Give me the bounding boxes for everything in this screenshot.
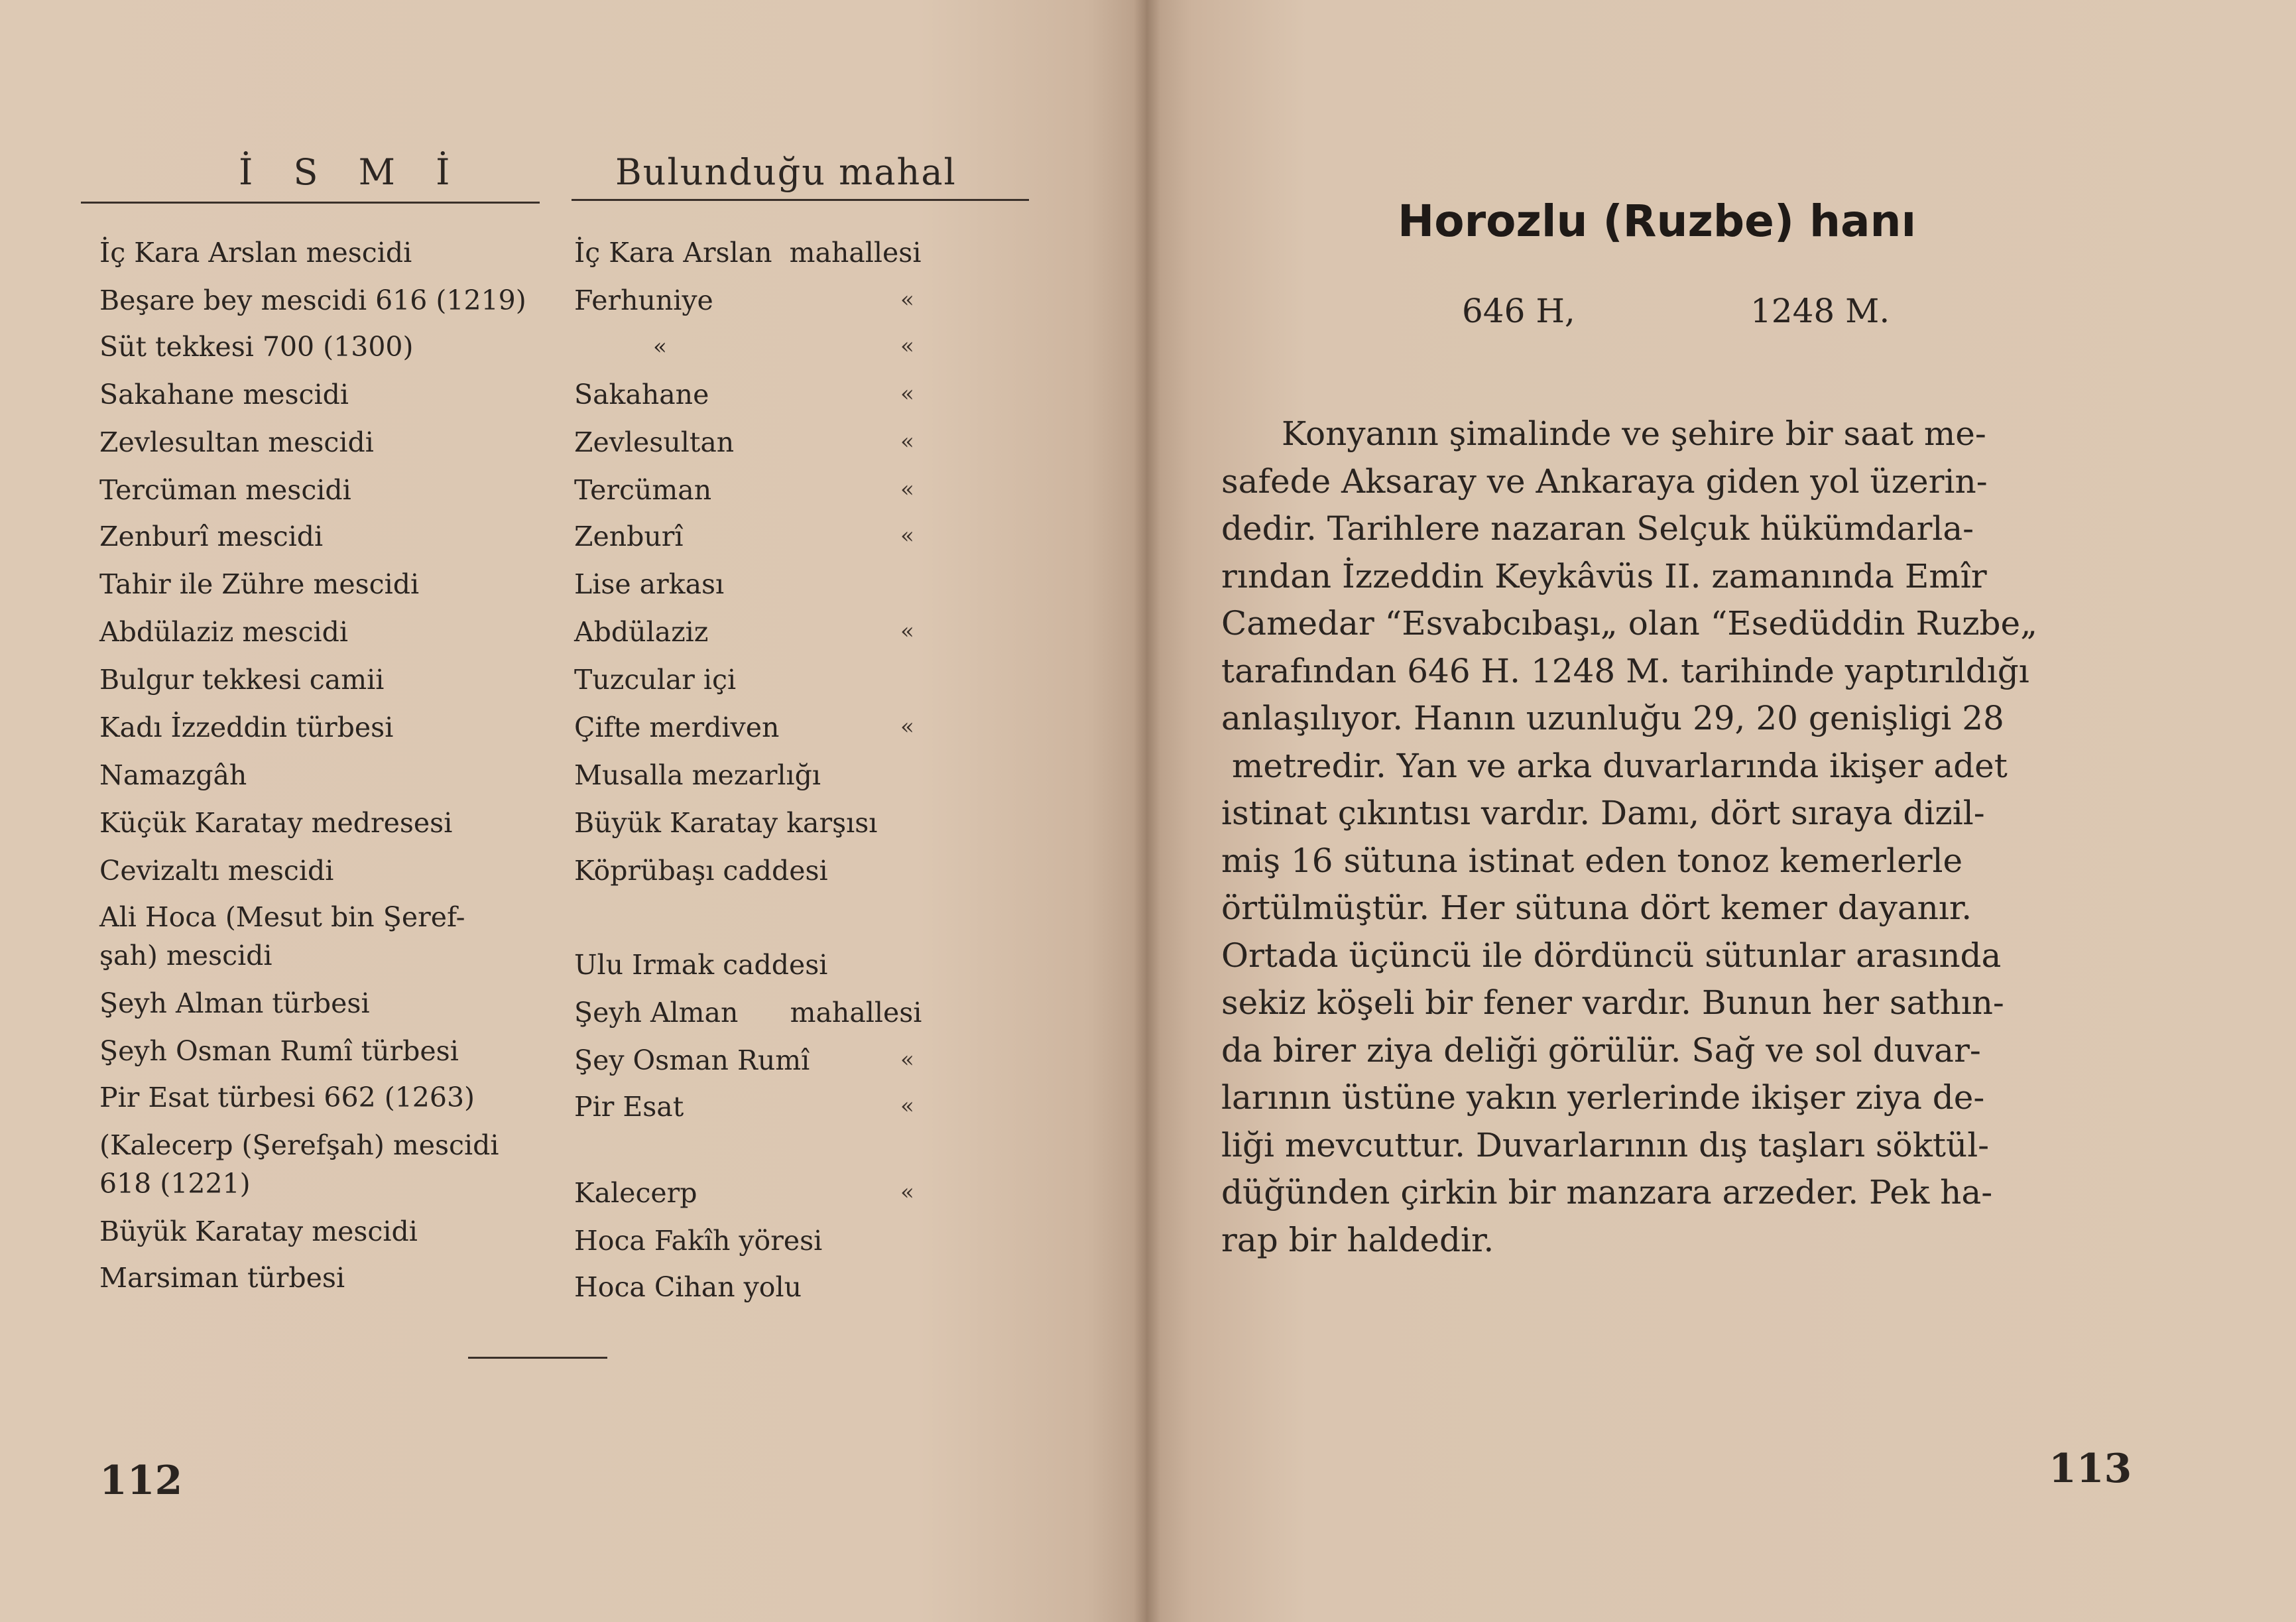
header-rule-left bbox=[81, 202, 540, 204]
table-row-place: Kalecerp bbox=[574, 1177, 697, 1209]
body-line: metredir. Yan ve arka duvarlarında ikişer adet bbox=[1232, 746, 2008, 785]
table-row-name: (Kalecerp (Şerefşah) mescidi bbox=[99, 1129, 499, 1161]
ditto-mark: « bbox=[900, 333, 914, 359]
body-line: Ortada üçüncü ile dördüncü sütunlar arasında bbox=[1221, 936, 2002, 975]
table-row-name: 618 (1221) bbox=[99, 1168, 251, 1200]
table-row-place: Şey Osman Rumî bbox=[574, 1044, 810, 1076]
table-row-place: « bbox=[653, 334, 667, 360]
ditto-mark: « bbox=[900, 286, 914, 313]
table-row-place: Çifte merdiven bbox=[574, 712, 780, 743]
ditto-mark: « bbox=[900, 1046, 914, 1073]
table-row-name: Zevlesultan mescidi bbox=[99, 426, 374, 458]
ditto-mark: « bbox=[900, 381, 914, 407]
table-row-place: Musalla mezarlığı bbox=[574, 759, 821, 791]
body-line: anlaşılıyor. Hanın uzunluğu 29, 20 genişligi 28 bbox=[1221, 699, 2004, 737]
table-row-place: Pir Esat bbox=[574, 1091, 684, 1123]
ditto-mark: « bbox=[900, 1179, 914, 1206]
table-row-name: Abdülaziz mescidi bbox=[99, 616, 349, 648]
book-gutter bbox=[1134, 0, 1160, 1622]
header-rule-right bbox=[572, 199, 1029, 201]
page-number-right: 113 bbox=[2049, 1446, 2132, 1492]
ditto-mark: « bbox=[900, 714, 914, 740]
ditto-mark: « bbox=[900, 1093, 914, 1119]
ditto-mark: « bbox=[900, 476, 914, 503]
table-row-name: Şeyh Alman türbesi bbox=[99, 987, 370, 1019]
date-gregorian: 1248 M. bbox=[1750, 292, 1890, 330]
body-line: Camedar “Esvabcıbaşı„ olan “Esedüddin Ruzbe„ bbox=[1221, 604, 2038, 643]
table-row-name: Namazgâh bbox=[99, 759, 247, 791]
left-page bbox=[0, 0, 1146, 1622]
table-row-name: Tahir ile Zühre mescidi bbox=[99, 568, 420, 600]
table-row-place: İç Kara Arslan mahallesi bbox=[574, 237, 922, 269]
table-row-place: Hoca Fakîh yöresi bbox=[574, 1225, 823, 1257]
body-line: miş 16 sütuna istinat eden tonoz kemerlerle bbox=[1221, 841, 1963, 880]
table-row-name: Süt tekkesi 700 (1300) bbox=[99, 331, 414, 363]
table-row-place: Abdülaziz bbox=[574, 616, 709, 648]
body-line: dedir. Tarihlere nazaran Selçuk hükümdarla- bbox=[1221, 509, 1974, 548]
date-hijri: 646 H, bbox=[1462, 292, 1575, 330]
body-line: istinat çıkıntısı vardır. Damı, dört sıraya dizil- bbox=[1221, 794, 1985, 832]
table-row-place: Sakahane bbox=[574, 379, 709, 410]
table-row-place: Büyük Karatay karşısı bbox=[574, 807, 878, 839]
table-end-rule bbox=[468, 1357, 607, 1359]
table-row-place: Ulu Irmak caddesi bbox=[574, 949, 828, 981]
table-row-name: şah) mescidi bbox=[99, 940, 272, 971]
table-row-name: Büyük Karatay mescidi bbox=[99, 1216, 418, 1247]
table-row-name: Pir Esat türbesi 662 (1263) bbox=[99, 1082, 475, 1113]
table-row-name: Sakahane mescidi bbox=[99, 379, 349, 410]
page-number-left: 112 bbox=[99, 1458, 183, 1504]
body-line: rap bir haldedir. bbox=[1221, 1220, 1494, 1259]
body-line: Konyanın şimalinde ve şehire bir saat me- bbox=[1282, 414, 1986, 453]
table-row-name: Marsiman türbesi bbox=[99, 1262, 345, 1294]
ditto-mark: « bbox=[900, 523, 914, 549]
table-row-place: Zevlesultan bbox=[574, 426, 735, 458]
body-line: rından İzzeddin Keykâvüs II. zamanında Emîr bbox=[1221, 556, 1987, 595]
table-row-place: Ferhuniye bbox=[574, 284, 713, 316]
table-row-name: Bulgur tekkesi camii bbox=[99, 664, 385, 696]
table-row-name: Zenburî mescidi bbox=[99, 521, 324, 552]
table-row-place: Şeyh Alman mahallesi bbox=[574, 997, 922, 1029]
body-line: liği mevcuttur. Duvarlarının dış taşları söktül- bbox=[1221, 1125, 1990, 1164]
body-line: sekiz köşeli bir fener vardır. Bunun her sathın- bbox=[1221, 983, 2004, 1022]
place-column-header: Bulunduğu mahal bbox=[615, 151, 957, 193]
table-row-place: Lise arkası bbox=[574, 568, 725, 600]
table-row-place: Köprübaşı caddesi bbox=[574, 855, 828, 887]
table-row-name: Küçük Karatay medresesi bbox=[99, 807, 453, 839]
table-row-name: Ali Hoca (Mesut bin Şeref- bbox=[99, 901, 465, 933]
table-row-name: Şeyh Osman Rumî türbesi bbox=[99, 1035, 459, 1067]
body-line: safede Aksaray ve Ankaraya giden yol üzerin- bbox=[1221, 462, 1988, 501]
ditto-mark: « bbox=[900, 618, 914, 645]
table-row-name: Tercüman mescidi bbox=[99, 474, 351, 506]
table-row-place: Tuzcular içi bbox=[574, 664, 737, 696]
table-row-place: Hoca Cihan yolu bbox=[574, 1271, 802, 1303]
table-row-name: İç Kara Arslan mescidi bbox=[99, 237, 412, 269]
body-line: larının üstüne yakın yerlerinde ikişer ziya de- bbox=[1221, 1078, 1985, 1117]
name-column-header: İ S M İ bbox=[239, 151, 465, 193]
table-row-name: Kadı İzzeddin türbesi bbox=[99, 712, 394, 743]
ditto-mark: « bbox=[900, 428, 914, 455]
table-row-name: Beşare bey mescidi 616 (1219) bbox=[99, 284, 526, 316]
table-row-place: Zenburî bbox=[574, 521, 684, 552]
table-row-name: Cevizaltı mescidi bbox=[99, 855, 334, 887]
body-line: örtülmüştür. Her sütuna dört kemer dayanır. bbox=[1221, 889, 1972, 927]
table-row-place: Tercüman bbox=[574, 474, 712, 506]
section-title: Horozlu (Ruzbe) hanı bbox=[1398, 196, 1917, 247]
body-line: da birer ziya deliği görülür. Sağ ve sol duvar- bbox=[1221, 1030, 1981, 1070]
body-line: tarafından 646 H. 1248 M. tarihinde yaptırıldığı bbox=[1221, 651, 2029, 690]
body-line: düğünden çirkin bir manzara arzeder. Pek ha- bbox=[1221, 1173, 1993, 1212]
right-page bbox=[1146, 0, 2296, 1622]
